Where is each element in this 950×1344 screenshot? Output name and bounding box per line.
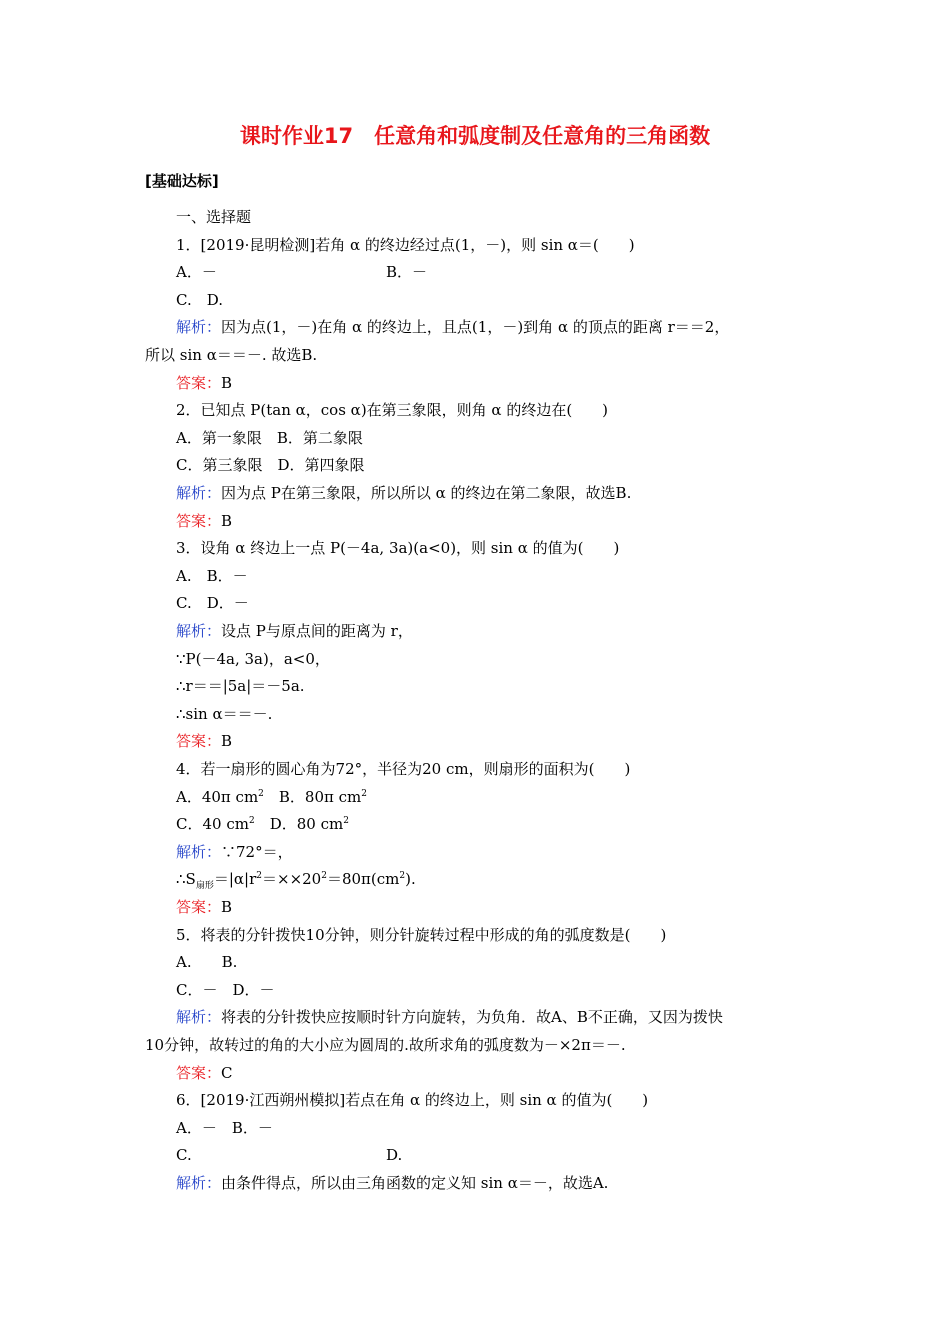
analysis-label: 解析： bbox=[176, 318, 222, 337]
option-left: A．－ bbox=[176, 263, 217, 282]
line-text: A. B．－ bbox=[176, 566, 248, 585]
text-line bbox=[0, 893, 950, 921]
superscript: 2 bbox=[399, 871, 406, 882]
text-line bbox=[0, 617, 950, 645]
line-text: B bbox=[221, 898, 233, 916]
text-line bbox=[0, 838, 950, 866]
line-text: ∴S bbox=[176, 870, 196, 889]
line-text: ＝80π(cm bbox=[326, 870, 400, 889]
text-line bbox=[0, 589, 950, 617]
line-text: ∵72°＝， bbox=[221, 842, 293, 861]
section-heading: [基础达标] bbox=[145, 172, 219, 190]
line-text: 由条件得点，所以由三角函数的定义知 sin α＝－，故选A. bbox=[221, 1174, 609, 1192]
text-line bbox=[0, 865, 950, 893]
text-line bbox=[0, 948, 950, 976]
line-text: ＝|α|r bbox=[213, 870, 257, 889]
line-content bbox=[176, 783, 367, 811]
text-line bbox=[0, 562, 950, 590]
analysis-label: 解析： bbox=[176, 1008, 222, 1027]
line-text: 将表的分针拨快应按顺时针方向旋转，为负角．故A、B不正确，又因为拨快 bbox=[221, 1008, 723, 1027]
text-line bbox=[0, 1086, 950, 1114]
text-line bbox=[0, 1059, 950, 1087]
page-title: 课时作业17 任意角和弧度制及任意角的三角函数 bbox=[239, 124, 711, 148]
line-content bbox=[145, 341, 317, 369]
line-content bbox=[176, 451, 365, 479]
line-content bbox=[176, 1003, 723, 1031]
line-content bbox=[176, 562, 248, 590]
text-line bbox=[0, 313, 950, 341]
answer-label: 答案： bbox=[176, 732, 222, 751]
text-line bbox=[0, 231, 950, 259]
line-content bbox=[176, 893, 232, 921]
line-text: ∴r＝＝|5a|＝－5a. bbox=[176, 677, 305, 696]
line-text: C. D. bbox=[176, 290, 223, 309]
text-line bbox=[0, 645, 950, 673]
analysis-label: 解析： bbox=[176, 622, 222, 640]
line-text: 所以 sin α＝＝－. 故选B. bbox=[145, 346, 318, 364]
superscript: 2 bbox=[321, 871, 327, 882]
line-text: C bbox=[221, 1063, 233, 1082]
text-line bbox=[0, 1114, 950, 1142]
line-content bbox=[176, 1169, 608, 1197]
analysis-label: 解析： bbox=[176, 1174, 222, 1192]
line-text: C．－ D．－ bbox=[176, 980, 275, 999]
superscript: 2 bbox=[256, 871, 262, 882]
line-content bbox=[176, 396, 608, 424]
text-line bbox=[0, 479, 950, 507]
line-text: C．第三象限 D．第四象限 bbox=[176, 456, 365, 475]
line-text: B bbox=[221, 511, 233, 530]
text-line bbox=[0, 700, 950, 728]
line-content bbox=[176, 700, 272, 728]
line-content bbox=[176, 1114, 273, 1142]
text-line bbox=[0, 1169, 950, 1197]
text-line bbox=[0, 396, 950, 424]
text-line bbox=[0, 451, 950, 479]
line-text: A．第一象限 B．第二象限 bbox=[176, 428, 363, 447]
analysis-label: 解析： bbox=[176, 842, 222, 861]
line-content bbox=[176, 645, 330, 673]
text-line bbox=[0, 424, 950, 452]
line-text: 5．将表的分针拨快10分钟，则分针旋转过程中形成的角的弧度数是( ) bbox=[176, 925, 667, 944]
text-line bbox=[0, 534, 950, 562]
line-text: A．40π cm bbox=[176, 787, 259, 806]
text-line bbox=[0, 672, 950, 700]
line-content bbox=[176, 755, 630, 783]
line-content bbox=[145, 1031, 626, 1059]
line-text: D．80 cm bbox=[254, 815, 344, 834]
line-text: ＝××20 bbox=[262, 870, 322, 889]
line-text: 因为点 P在第三象限，所以所以 α 的终边在第二象限，故选B. bbox=[221, 484, 632, 502]
analysis-label: 解析： bbox=[176, 484, 222, 502]
line-content bbox=[176, 617, 413, 645]
line-text: B bbox=[221, 732, 233, 751]
line-content bbox=[176, 424, 363, 452]
line-content bbox=[176, 203, 251, 231]
line-text: 3．设角 α 终边上一点 P(－4a, 3a)(a<0)，则 sin α 的值为( ) bbox=[176, 539, 620, 558]
line-content bbox=[176, 369, 232, 397]
answer-label: 答案： bbox=[176, 511, 222, 530]
superscript: 2 bbox=[258, 788, 264, 799]
line-text: A. B. bbox=[176, 953, 238, 972]
answer-label: 答案： bbox=[176, 898, 222, 916]
text-line bbox=[0, 341, 950, 369]
option-right: B．－ bbox=[386, 263, 428, 282]
answer-label: 答案： bbox=[176, 1063, 222, 1082]
line-text: ∵P(－4a, 3a)，a<0， bbox=[176, 649, 330, 668]
line-text: ∴sin α＝＝－. bbox=[176, 704, 273, 723]
line-content bbox=[176, 534, 619, 562]
text-line bbox=[0, 1141, 950, 1169]
text-line bbox=[0, 1031, 950, 1059]
subscript: 扇形 bbox=[195, 881, 214, 892]
text-line bbox=[0, 258, 950, 286]
text-line bbox=[0, 727, 950, 755]
text-line bbox=[0, 755, 950, 783]
line-content bbox=[176, 948, 237, 976]
line-content bbox=[176, 976, 275, 1004]
line-text: 4．若一扇形的圆心角为72°，半径为20 cm，则扇形的面积为( ) bbox=[176, 760, 631, 778]
line-text: ). bbox=[405, 870, 416, 889]
superscript: 2 bbox=[248, 816, 255, 827]
line-content bbox=[176, 507, 232, 535]
line-content bbox=[176, 838, 293, 866]
superscript: 2 bbox=[343, 816, 349, 827]
line-text: 6．[2019·江西朔州模拟]若点在角 α 的终边上，则 sin α 的值为( ) bbox=[176, 1091, 649, 1110]
line-text: 设点 P与原点间的距离为 r， bbox=[221, 622, 413, 640]
line-content bbox=[176, 672, 305, 700]
line-content bbox=[176, 727, 232, 755]
line-content bbox=[176, 231, 635, 259]
line-content bbox=[176, 479, 631, 507]
line-text: A．－ B．－ bbox=[176, 1118, 273, 1137]
line-content bbox=[176, 921, 666, 949]
line-text: C．40 cm bbox=[176, 815, 249, 834]
superscript: 2 bbox=[361, 788, 368, 799]
line-text: 一、选择题 bbox=[176, 208, 252, 226]
text-line bbox=[0, 507, 950, 535]
line-text: 2．已知点 P(tan α，cos α)在第三象限，则角 α 的终边在( ) bbox=[176, 401, 609, 420]
option-left: C. bbox=[176, 1146, 192, 1165]
line-text: 1．[2019·昆明检测]若角 α 的终边经过点(1，－)，则 sin α＝( ) bbox=[176, 235, 635, 254]
line-text: 10分钟，故转过的角的大小应为圆周的.故所求角的弧度数为－×2π＝－. bbox=[145, 1036, 626, 1054]
answer-label: 答案： bbox=[176, 373, 222, 392]
text-line bbox=[0, 369, 950, 397]
line-content bbox=[176, 1059, 233, 1087]
line-text: B．80π cm bbox=[263, 787, 362, 806]
line-content bbox=[176, 865, 416, 893]
text-line bbox=[0, 286, 950, 314]
text-line bbox=[0, 921, 950, 949]
line-content bbox=[176, 286, 223, 314]
text-line bbox=[0, 203, 950, 231]
line-text: 因为点(1，－)在角 α 的终边上，且点(1，－)到角 α 的顶点的距离 r＝＝2， bbox=[221, 318, 730, 337]
line-content bbox=[176, 589, 249, 617]
line-text: C. D．－ bbox=[176, 594, 249, 613]
line-content bbox=[176, 810, 349, 838]
line-text: B bbox=[221, 373, 233, 392]
text-line bbox=[0, 783, 950, 811]
option-right: D. bbox=[386, 1146, 403, 1165]
text-line bbox=[0, 976, 950, 1004]
text-line bbox=[0, 1003, 950, 1031]
line-content bbox=[176, 1086, 648, 1114]
text-line bbox=[0, 810, 950, 838]
line-content bbox=[176, 313, 729, 341]
